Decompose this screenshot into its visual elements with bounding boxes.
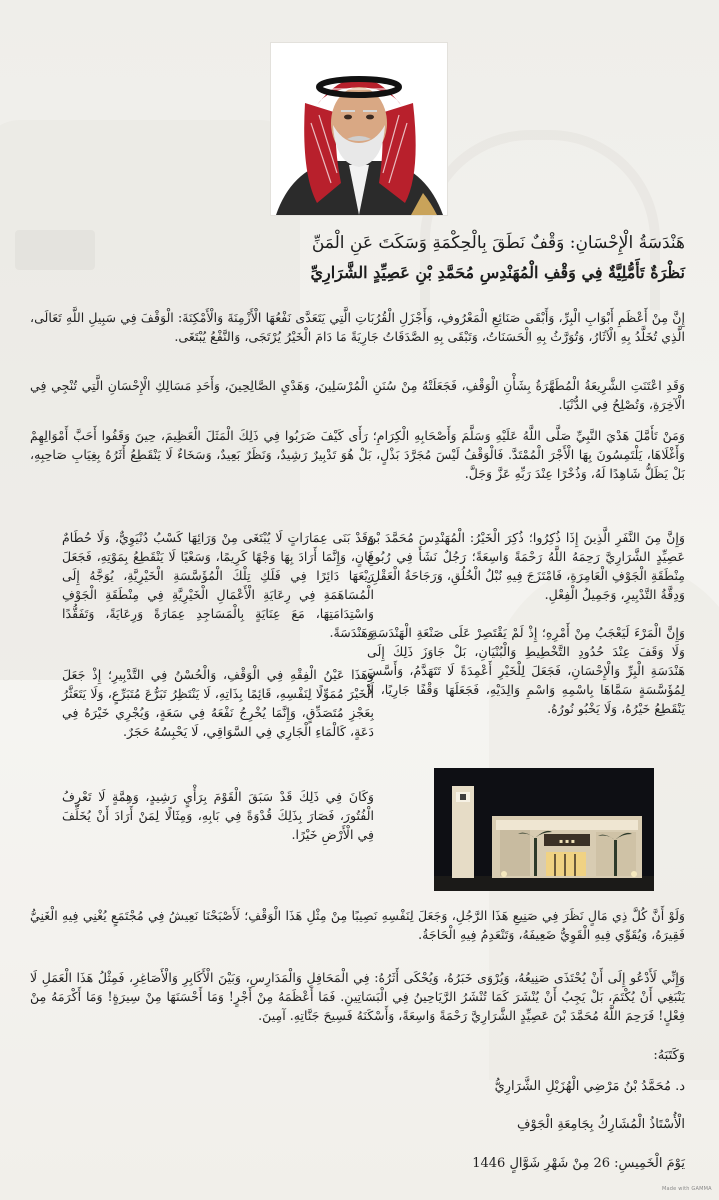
portrait-image: [270, 42, 448, 216]
page-subtitle: نَظْرَةٌ تَأَمُّلِيَّةٌ فِي وَقْفِ الْمُهَنْدِسِ مُحَمَّدِ بْنِ عَصِيِّدٍ الشَّرَارِيِّ: [310, 263, 685, 282]
paragraph-fiqh: وَهَذَا عَيْنُ الْفِقْهِ فِي الْوَقْفِ، وَالْحُسْنُ فِي التَّدْبِيرِ؛ إِذْ جَعَلَ الْخَيْرَ مُمَوِّلًا لِنَفْسِهِ، قَائِمًا بِذَاتِهِ، لَا يَنْتَظِرُ تَبَرُّعَ مُتَبَرِّعٍ، وَلَا يَتَعَثَّرُ بِعَجْزِ مُتَصَدِّقٍ، وَإِنَّمَا يُخْرِجُ نَفْعَهُ فِي سَعَةٍ، وَيُجْرِي خَيْرَهُ فِي دَعَةٍ، كَالْمَاءِ الْجَارِي فِي السَّوَاقِي، لَا يَحْبِسُهُ حَجَرٌ.: [62, 667, 374, 739]
paragraph-sharia: وَقَدِ اعْتَنَتِ الشَّرِيعَةُ الْمُطَهَّرَةُ بِشَأْنِ الْوَقْفِ، فَجَعَلَتْهُ مِنْ سُنَنِ الْمُرْسَلِينَ، وَهَدْيِ الصَّالِحِينَ، وَأَحَدِ مَسَالِكِ الْإِحْسَانِ الَّتِي تُنْجِي فِي الْآخِرَةِ، وَتُصْلِحُ فِي الدُّنْيَا.: [30, 378, 685, 412]
paragraph-intro: إِنَّ مِنْ أَعْظَمِ أَبْوَابِ الْبِرِّ، وَأَبْقَى صَنَائِعِ الْمَعْرُوفِ، وَأَجْزَلِ الْقُرُبَاتِ الَّتِي يَتَعَدَّى نَفْعُهَا الْأَزْمِنَةَ وَالْأَمْكِنَةَ: الْوَقْفَ فِي سَبِيلِ اللَّهِ تَعَالَى، الَّذِي تُخَلَّدُ بِهِ الْآثَارُ، وَتُوَرَّثُ بِهِ الْحَسَنَاتُ، وَتَبْقَى بِهِ الصَّدَقَاتُ جَارِيَةً مَا دَامَ الْخَيْرُ يُرْتَجَى، وَالنَّفْعُ يُبْتَغَى.: [30, 310, 685, 344]
building-photo: [434, 768, 654, 891]
page-title: هَنْدَسَةُ الْإِحْسَانِ: وَقْفٌ نَطَقَ بِالْحِكْمَةِ وَسَكَتَ عَنِ الْمَنِّ: [311, 233, 685, 253]
portrait-illustration: [271, 43, 447, 215]
paragraph-engineer-works: وَإِنَّ الْمَرْءَ لَيَعْجَبُ مِنْ أَمْرِهِ؛ إِذْ لَمْ يَقْتَصِرْ عَلَى صَنْعَةِ الْهَنْدَسَةِ، وَلَا وَقَفَ عِنْدَ حُدُودِ التَّخْطِيطِ وَالْبُنْيَانِ، بَلْ جَاوَزَ ذَلِكَ إِلَى هَنْدَسَةِ الْبِرِّ وَالْإِحْسَانِ، فَجَعَلَ لِلْخَيْرِ أَعْمِدَةً لَا تَتَهَدَّمُ، وَأَسَّسَ لِمُؤَسَّسَةٍ سَمَّاهَا بِاسْمِهِ وَاسْمِ وَالِدَيْهِ، فَجَعَلَهَا وَقْفًا جَارِيًا، لَا يَنْقَطِعُ خَيْرُهُ، وَلَا يَخْبُو نُورُهُ.: [367, 625, 685, 716]
paragraph-wealth: وَلَوْ أَنَّ كُلَّ ذِي مَالٍ نَظَرَ فِي صَنِيعِ هَذَا الرَّجُلِ، وَجَعَلَ لِنَفْسِهِ نَصِيبًا مِنْ مِثْلِ هَذَا الْوَقْفِ؛ لَأَصْبَحْنَا نَعِيشُ فِي مُجْتَمَعٍ يُغْنِي فِيهِ الْغَنِيُّ فَقِيرَهُ، وَيُقَوِّي فِيهِ الْقَوِيُّ ضَعِيفَهُ، وَتَنْعَدِمُ فِيهِ الْحَاجَةُ.: [30, 908, 685, 942]
made-with-watermark: Made with GAMMA: [662, 1186, 712, 1192]
signature-date: يَوْمَ الْخَمِيسِ: 26 مِنْ شَهْرِ شَوَّالٍ 1446: [472, 1156, 685, 1171]
author-role: الْأُسْتَاذُ الْمُشَارِكُ بِجَامِعَةِ الْجَوْفِ: [517, 1117, 685, 1132]
signature-label: وَكَتَبَهُ:: [653, 1048, 685, 1063]
paragraph-engineer-intro: وَإِنَّ مِنَ النَّفَرِ الَّذِينَ إِذَا ذُكِرُوا؛ ذُكِرَ الْخَيْرُ: الْمُهَنْدِسَ مُحَمَّدَ بْنَ عَصِيِّدٍ الشَّرَارِيَّ رَحِمَهُ اللَّهُ رَحْمَةً وَاسِعَةً؛ رَجُلٌ نَشَأَ فِي رُبُوعِ مِنْطَقَةِ الْجَوْفِ الْعَامِرَةِ، فَامْتَزَجَ فِيهِ نُبْلُ الْخُلُقِ، وَرَجَاحَةُ الْعَقْلِ، وَدِقَّةُ التَّدْبِيرِ، وَجَمِيلُ الْفِعْلِ.: [367, 530, 685, 602]
paragraph-prophet: وَمَنْ تَأَمَّلَ هَدْيَ النَّبِيِّ صَلَّى اللَّهُ عَلَيْهِ وَسَلَّمَ وَأَصْحَابِهِ الْكِرَامِ؛ رَأَى كَيْفَ ضَرَبُوا فِي ذَلِكَ الْمَثَلَ الْعَظِيمَ، حِينَ وَقَفُوا أَحَبَّ أَمْوَالِهِمْ وَأَغْلَاهَا، يَلْتَمِسُونَ بِهَا الْأَجْرَ الْمُمْتَدَّ. فَالْوَقْفُ لَيْسَ مُجَرَّدَ بَذْلٍ، بَلْ هُوَ تَدْبِيرٌ رَشِيدٌ، وَنَظَرٌ بَعِيدٌ، وَسَخَاءٌ لَا يَنْقَطِعُ أَثَرُهُ بِغِيَابِ صَاحِبِهِ، بَلْ يَظَلُّ شَاهِدًا لَهُ، وَذُخْرًا عِنْدَ رَبِّهِ عَزَّ وَجَلَّ.: [30, 428, 685, 481]
paragraph-buildings: وَقَدْ بَنَى عِمَارَاتٍ لَا يُبْتَغَى مِنْ وَرَائِهَا كَسْبُ دُنْيَوِيٌّ، وَلَا حُطَامٌ فَانٍ، وَإِنَّمَا أَرَادَ بِهَا وَجْهًا كَرِيمًا، وَسَعْيًا لَا يَنْقَطِعُ بِمَوْتِهِ، فَجَعَلَ رَيْعَهَا دَائِرًا فِي فَلَكِ تِلْكَ الْمُؤَسَّسَةِ الْخَيْرِيَّةِ، يُوَجَّهُ إِلَى الْمُسَاهَمَةِ فِي رِعَايَةِ الْأَعْمَالِ الْخَيْرِيَّةِ فِي مِنْطَقَةِ الْجَوْفِ وَاسْتِدَامَتِهَا، مَعَ عِنَايَةٍ بِالْمَسَاجِدِ عِمَارَةً وَرِعَايَةً، وَتَفَقُّدًا وَهَنْدَسَةً.: [62, 530, 374, 640]
paragraph-example: وَكَانَ فِي ذَلِكَ قَدْ سَبَقَ الْقَوْمَ بِرَأْيٍ رَشِيدٍ، وَهِمَّةٍ لَا تَعْرِفُ الْفُتُورَ، فَصَارَ بِذَلِكَ قُدْوَةً فِي بَابِهِ، وَمِثَالًا لِمَنْ أَرَادَ أَنْ يُخَلِّفَ فِي الْأَرْضِ خَيْرًا.: [62, 789, 374, 842]
night-building-illustration: [434, 768, 654, 891]
author-name: د. مُحَمَّدُ بْنُ مَرْضِي الْهُزَيْلِ الشَّرَارِيُّ: [494, 1079, 685, 1094]
svg-text:▪ ▪ ▪: ▪ ▪ ▪: [558, 838, 576, 845]
paragraph-call: وَإِنِّي لَأَدْعُو إِلَى أَنْ يُحْتَذَى صَنِيعُهُ، وَيُرْوَى خَبَرُهُ، وَيُحْكَى أَثَرُهُ: فِي الْمَحَافِلِ وَالْمَدَارِسِ، وَبَيْنَ الْأَكَابِرِ وَالْأَصَاغِرِ، فَمِثْلُ هَذَا الْعَمَلِ لَا يَنْبَغِي أَنْ يُكْتَمَ، بَلْ يَجِبُ أَنْ يُنْشَرَ كَمَا تُنْشَرُ الرَّيَاحِينُ فِي الْبَسَاتِينِ. فَمَا أَعْظَمَهُ مِنْ أَجْرٍ! وَمَا أَحْسَنَهَا مِنْ سِيرَةٍ! وَمَا أَكْرَمَهُ مِنْ فِعْلٍ! فَرَحِمَ اللَّهُ مُحَمَّدَ بْنَ عَصِيِّدٍ الشَّرَارِيَّ رَحْمَةً وَاسِعَةً، وَأَسْكَنَهُ فَسِيحَ جَنَّاتِهِ. آمِينَ.: [30, 970, 685, 1023]
